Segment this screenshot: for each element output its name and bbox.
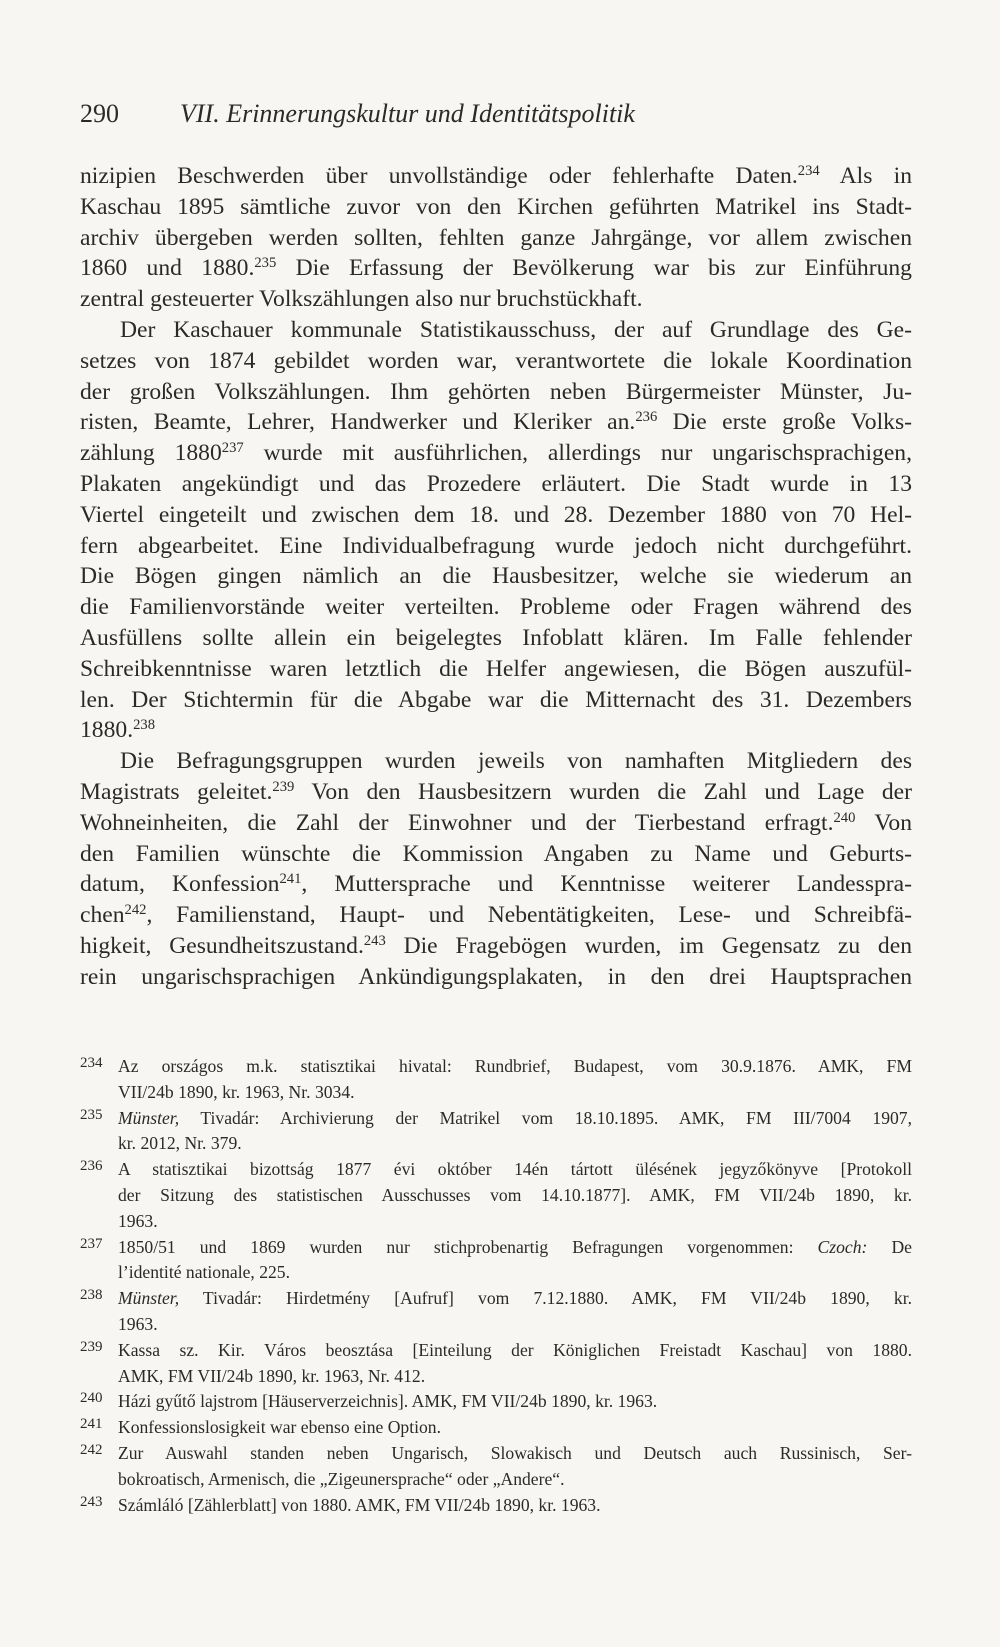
page-number: 290 xyxy=(80,99,119,128)
running-title: VII. Erinnerungskultur und Identitätspolitik xyxy=(180,99,635,128)
footnote-number: 239 xyxy=(80,1338,103,1355)
text-line: Schreibkenntnisse waren letztlich die Helfer angewiesen, die Bögen auszufül- xyxy=(80,655,912,682)
footnote-ref[interactable]: 242 xyxy=(124,902,147,919)
footnote-ref[interactable]: 238 xyxy=(133,717,156,734)
footnotes xyxy=(80,1054,912,1518)
text-line: datum, Konfession$^{241}$, Muttersprache und Kenntnisse weiterer Landesspra- xyxy=(80,871,912,898)
text-line: Magistrats geleitet.$^{239}$ Von den Hausbesitzern wurden die Zahl und Lage der xyxy=(80,778,912,805)
footnote-number: 241 xyxy=(80,1416,103,1433)
text-line: 1860 und 1880.$^{235}$ Die Erfassung der Bevölkerung war bis zur Einführung xyxy=(80,255,912,282)
text-line: nizipien Beschwerden über unvollständige oder fehlerhafte Daten.$^{234}$ Als in xyxy=(80,162,912,189)
text-line: Wohneinheiten, die Zahl der Einwohner und der Tierbestand erfragt.$^{240}$ Von xyxy=(80,809,912,836)
text-line: setzes von 1874 gebildet worden war, verantwortete die lokale Koordination xyxy=(80,347,912,374)
footnote-234: 234 Az országos m.k. statisztikai hivatal: Rundbrief, Budapest, vom 30.9.1876. AMK, FM VII/24b 1890, kr. 1963, Nr. 3034. xyxy=(80,1054,912,1106)
footnote-number: 240 xyxy=(80,1390,103,1407)
footnote-ref[interactable]: 237 xyxy=(221,440,244,457)
text-line: der großen Volkszählungen. Ihm gehörten neben Bürgermeister Münster, Ju- xyxy=(80,378,912,405)
text-line: zentral gesteuerter Volkszählungen also nur bruchstückhaft. xyxy=(80,286,643,313)
footnote-ref[interactable]: 243 xyxy=(363,932,386,949)
footnote-243: 243 Számláló [Zählerblatt] von 1880. AMK, FM VII/24b 1890, kr. 1963. xyxy=(80,1493,912,1519)
footnote-240: 240 Házi gyűtő lajstrom [Häuserverzeichnis]. AMK, FM VII/24b 1890, kr. 1963. xyxy=(80,1389,912,1415)
text-line: archiv übergeben werden sollten, fehlten ganze Jahrgänge, vor allem zwischen xyxy=(80,224,912,251)
footnote-238: 238 Münster, Tivadár: Hirdetmény [Aufruf] vom 7.12.1880. AMK, FM VII/24b 1890, kr. 1963. xyxy=(80,1286,912,1338)
page-header xyxy=(80,96,920,132)
text-line: den Familien wünschte die Kommission Angaben zu Name und Geburts- xyxy=(80,840,912,867)
footnote-241: 241 Konfessionslosigkeit war ebenso eine Option. xyxy=(80,1415,912,1441)
footnote-number: 243 xyxy=(80,1493,103,1510)
text-line: Die Befragungsgruppen wurden jeweils von namhaften Mitgliedern des xyxy=(120,748,912,775)
footnote-number: 242 xyxy=(80,1441,103,1458)
text-line: higkeit, Gesundheitszustand.$^{243}$ Die Fragebögen wurden, im Gegensatz zu den xyxy=(80,932,912,959)
text-line: Ausfüllens sollte allein ein beigelegtes Infoblatt klären. Im Falle fehlender xyxy=(80,624,912,651)
footnote-number: 234 xyxy=(80,1055,103,1071)
footnote-ref[interactable]: 239 xyxy=(272,778,295,795)
text-line: Plakaten angekündigt und das Prozedere erläutert. Die Stadt wurde in 13 xyxy=(80,470,912,497)
text-line: die Familienvorstände weiter verteilten. Probleme oder Fragen während des xyxy=(80,594,912,621)
text-line: zählung 1880$^{237}$ wurde mit ausführlichen, allerdings nur ungarischsprachigen, xyxy=(80,440,912,467)
main-text xyxy=(80,161,912,993)
footnote-number: 236 xyxy=(80,1158,103,1175)
footnote-ref[interactable]: 234 xyxy=(797,162,820,179)
footnote-236: 236 A statisztikai bizottság 1877 évi október 14én tártott ülésének jegyzőkönyve [Protokoll der Sitzung des statistischen Ausschusses vom 14.10.1877]. AMK, FM VII/24b 1890, kr. 1963. xyxy=(80,1157,912,1234)
text-line: Die Bögen gingen nämlich an die Hausbesitzer, welche sie wiederum an xyxy=(80,563,912,590)
text-line: fern abgearbeitet. Eine Individualbefragung wurde jedoch nicht durchgeführt. xyxy=(80,532,912,559)
text-line: Viertel eingeteilt und zwischen dem 18. und 28. Dezember 1880 von 70 Hel- xyxy=(80,501,912,528)
text-line: 1880.$^{238}$ xyxy=(80,717,156,744)
text-line: Der Kaschauer kommunale Statistikausschuss, der auf Grundlage des Ge- xyxy=(120,316,912,343)
footnote-235: 235 Münster, Tivadár: Archivierung der Matrikel vom 18.10.1895. AMK, FM III/7004 1907, kr. 2012, Nr. 379. xyxy=(80,1106,912,1158)
footnote-ref[interactable]: 235 xyxy=(254,255,277,272)
footnote-239: 239 Kassa sz. Kir. Város beosztása [Einteilung der Königlichen Freistadt Kaschau] von 1880. AMK, FM VII/24b 1890, kr. 1963, Nr. 412. xyxy=(80,1338,912,1390)
footnote-237: 237 1850/51 und 1869 wurden nur stichprobenartig Befragungen vorgenommen: Czoch: De l’identité nationale, 225. xyxy=(80,1235,912,1287)
footnote-number: 237 xyxy=(80,1235,103,1252)
text-line: chen$^{242}$, Familienstand, Haupt- und Nebentätigkeiten, Lese- und Schreibfä- xyxy=(80,902,912,929)
footnote-number: 235 xyxy=(80,1106,103,1123)
footnote-ref[interactable]: 240 xyxy=(833,809,856,826)
footnote-ref[interactable]: 236 xyxy=(635,409,658,426)
text-line: Kaschau 1895 sämtliche zuvor von den Kirchen geführten Matrikel ins Stadt- xyxy=(80,193,912,220)
footnote-242: 242 Zur Auswahl standen neben Ungarisch, Slowakisch und Deutsch auch Russinisch, Ser- bokroatisch, Armenisch, die „Zigeunersprache“ oder „Andere“. xyxy=(80,1441,912,1493)
text-line: risten, Beamte, Lehrer, Handwerker und Kleriker an.$^{236}$ Die erste große Volks- xyxy=(80,409,912,436)
text-line: len. Der Stichtermin für die Abgabe war die Mitternacht des 31. Dezembers xyxy=(80,686,912,713)
footnote-ref[interactable]: 241 xyxy=(279,871,302,888)
text-line: rein ungarischsprachigen Ankündigungsplakaten, in den drei Hauptsprachen xyxy=(80,963,912,990)
footnote-number: 238 xyxy=(80,1287,103,1304)
